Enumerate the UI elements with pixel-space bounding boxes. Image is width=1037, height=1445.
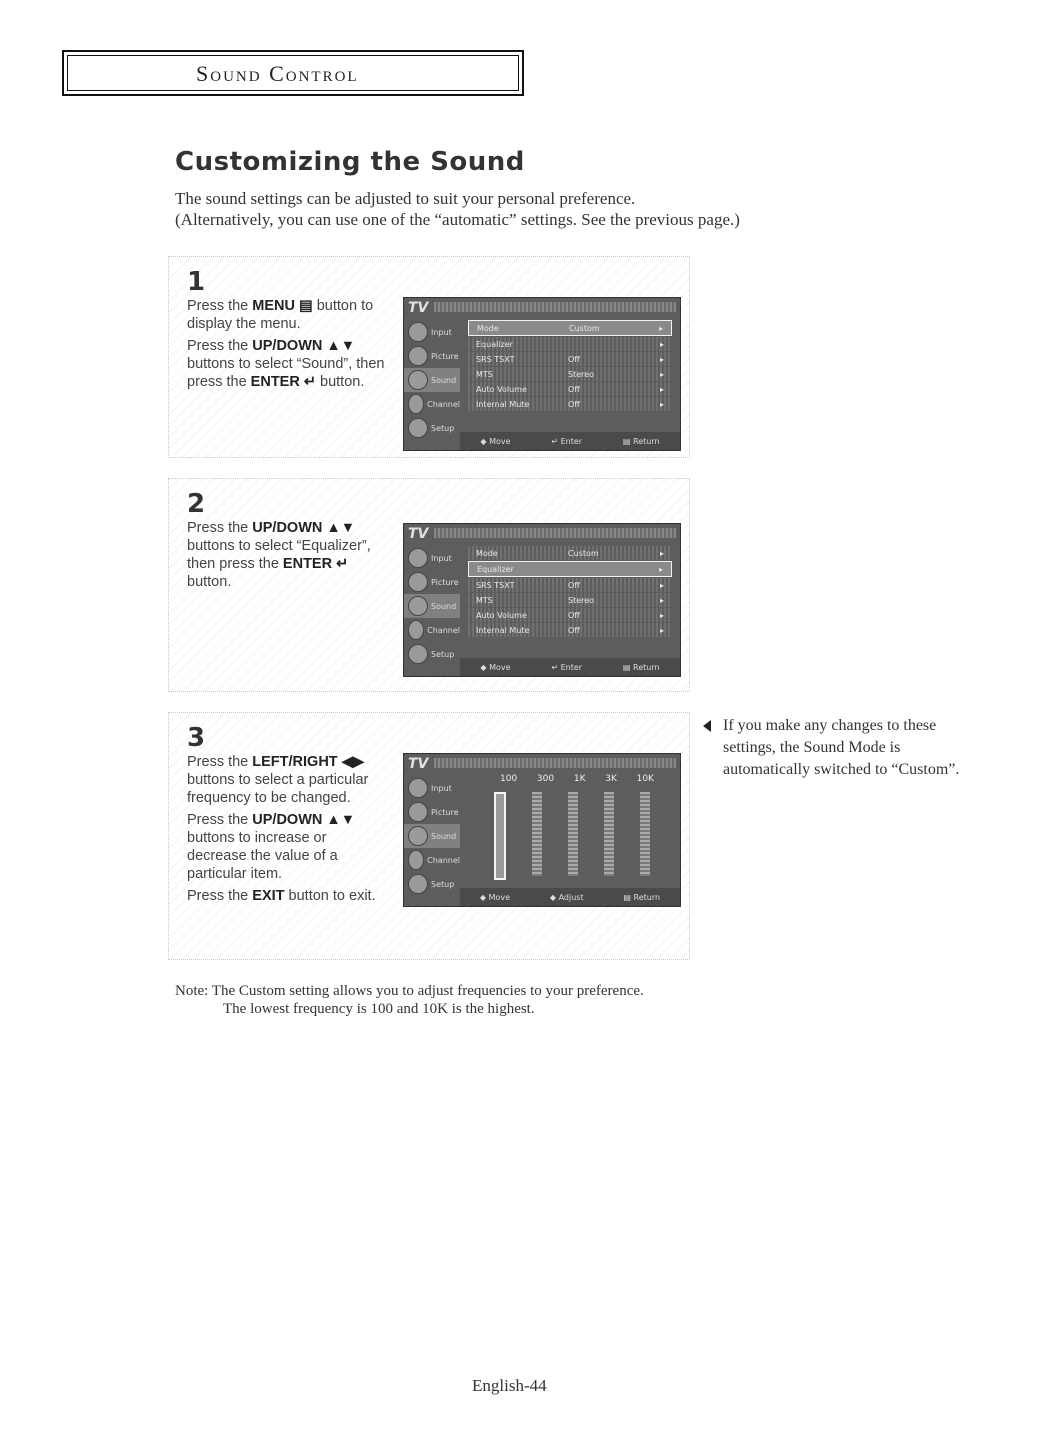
chevron-right-icon: ▸: [660, 580, 665, 590]
section-title: Sound Control: [196, 61, 359, 86]
eq-bar-1k: [568, 792, 578, 876]
chevron-right-icon: ▸: [660, 625, 665, 635]
tv-top-bar: [434, 302, 676, 312]
chevron-right-icon: ▸: [660, 369, 665, 379]
eq-label-1k: 1K: [573, 774, 586, 784]
section-header-box: [62, 50, 524, 96]
step-1-line-1: Press the MENU ▤ button to display the menu.: [187, 298, 374, 332]
tv-screen-equalizer-selected: [403, 523, 681, 677]
setup-icon: [408, 644, 428, 664]
step-2-number: 2: [187, 489, 206, 519]
tv-side-item-channel: Channel: [404, 392, 460, 416]
tv-side-item-channel: Channel: [404, 848, 460, 872]
tv-footer-move: ◆ Move: [479, 892, 511, 902]
tv-side-item-setup: Setup: [404, 416, 460, 440]
sound-icon: [408, 826, 428, 846]
footnote-line-1: Note: The Custom setting allows you to adjust frequencies to your preference.: [175, 983, 644, 999]
pointer-left-icon: [703, 720, 711, 732]
tv-equalizer: [474, 774, 672, 878]
menu-row-mode: Mode Custom ▸: [468, 320, 672, 336]
eq-label-100: 100: [500, 774, 518, 784]
page-number: English-44: [472, 1376, 547, 1395]
chevron-right-icon: ▸: [660, 548, 665, 558]
picture-icon: [408, 572, 428, 592]
step-1-line-2: Press the UP/DOWN ▲▼ buttons to select “Sound”, then press the ENTER ↵ button.: [187, 338, 385, 390]
tv-side-item-picture: Picture: [404, 800, 460, 824]
intro-text: [175, 188, 895, 230]
step-3-line-2: Press the UP/DOWN ▲▼ buttons to increase or decrease the value of a particular item.: [187, 812, 356, 882]
menu-row-srs: SRS TSXT Off ▸: [468, 352, 672, 366]
step-3-number: 3: [187, 723, 206, 753]
tv-side-item-sound: Sound: [404, 824, 460, 848]
picture-icon: [408, 346, 428, 366]
tv-sound-menu: [468, 320, 672, 412]
setup-icon: [408, 418, 428, 438]
step-1-instructions: [187, 297, 387, 395]
tv-footer-adjust: ◆ Adjust: [549, 892, 584, 902]
input-icon: [408, 548, 428, 568]
tv-footer-enter: ↵ Enter: [551, 662, 583, 672]
channel-icon: [408, 620, 424, 640]
chevron-right-icon: ▸: [660, 384, 665, 394]
tv-side-item-sound: Sound: [404, 594, 460, 618]
tv-side-item-input: Input: [404, 776, 460, 800]
chevron-right-icon: ▸: [660, 595, 665, 605]
tv-side-item-input: Input: [404, 320, 460, 344]
eq-bar-300: [532, 792, 542, 876]
step-2-line-1: Press the UP/DOWN ▲▼ buttons to select “Equalizer”, then press the ENTER ↵ button.: [187, 520, 371, 590]
eq-bar-3k: [604, 792, 614, 876]
tv-side-item-picture: Picture: [404, 344, 460, 368]
menu-row-mts: MTS Stereo ▸: [468, 593, 672, 607]
chevron-right-icon: ▸: [659, 323, 664, 333]
chevron-right-icon: ▸: [659, 564, 664, 574]
tv-side-menu: [404, 546, 460, 659]
menu-row-equalizer: Equalizer ▸: [468, 337, 672, 351]
chevron-right-icon: ▸: [660, 610, 665, 620]
menu-row-mts: MTS Stereo ▸: [468, 367, 672, 381]
tv-side-item-channel: Channel: [404, 618, 460, 642]
eq-bar-100: [494, 792, 506, 880]
eq-label-3k: 3K: [605, 774, 617, 784]
step-3-instructions: [187, 753, 387, 909]
step-3-line-3: Press the EXIT button to exit.: [187, 888, 376, 904]
footnote: [175, 982, 875, 1018]
menu-row-auto-volume: Auto Volume Off ▸: [468, 382, 672, 396]
eq-bar-10k: [640, 792, 650, 876]
tv-footer-enter: ↵ Enter: [551, 436, 583, 446]
tv-side-item-sound: Sound: [404, 368, 460, 392]
channel-icon: [408, 850, 424, 870]
chevron-right-icon: ▸: [660, 354, 665, 364]
eq-band-labels: [474, 774, 672, 784]
menu-row-auto-volume: Auto Volume Off ▸: [468, 608, 672, 622]
tv-top-bar: [434, 758, 676, 768]
sound-icon: [408, 370, 428, 390]
tv-logo: TV: [408, 300, 429, 316]
tv-side-menu: [404, 776, 460, 889]
tv-side-item-setup: Setup: [404, 872, 460, 896]
intro-line-2: (Alternatively, you can use one of the “automatic” settings. See the previous page.): [175, 210, 740, 229]
tv-footer-return: ▤ Return: [622, 662, 660, 672]
step-3-panel: [168, 712, 690, 960]
footnote-line-2: The lowest frequency is 100 and 10K is the highest.: [223, 1001, 535, 1017]
tv-footer-move: ◆ Move: [480, 436, 511, 446]
menu-row-mode: Mode Custom ▸: [468, 546, 672, 560]
tv-side-item-picture: Picture: [404, 570, 460, 594]
sound-icon: [408, 596, 428, 616]
menu-row-internal-mute: Internal Mute Off ▸: [468, 623, 672, 637]
step-1-panel: [168, 256, 690, 458]
picture-icon: [408, 802, 428, 822]
intro-line-1: The sound settings can be adjusted to suit your personal preference.: [175, 189, 636, 208]
tv-sound-menu: [468, 546, 672, 638]
menu-row-equalizer: Equalizer ▸: [468, 561, 672, 577]
tv-side-item-input: Input: [404, 546, 460, 570]
step-2-instructions: [187, 519, 387, 595]
step-1-number: 1: [187, 267, 206, 297]
page-title: Customizing the Sound: [175, 147, 525, 177]
channel-icon: [408, 394, 424, 414]
tv-screen-sound-menu: [403, 297, 681, 451]
tv-top-bar: [434, 528, 676, 538]
tv-footer-return: ▤ Return: [622, 436, 660, 446]
input-icon: [408, 322, 428, 342]
tv-footer-return: ▤ Return: [623, 892, 661, 902]
chevron-right-icon: ▸: [660, 399, 665, 409]
tv-footer: [460, 658, 680, 676]
eq-label-300: 300: [536, 774, 555, 784]
chevron-right-icon: ▸: [660, 339, 665, 349]
tv-footer: [460, 432, 680, 450]
tv-footer-move: ◆ Move: [480, 662, 511, 672]
step-3-line-1: Press the LEFT/RIGHT ◀▶ buttons to select a particular frequency to be changed.: [187, 754, 369, 806]
setup-icon: [408, 874, 428, 894]
eq-bars: [494, 792, 672, 876]
menu-row-internal-mute: Internal Mute Off ▸: [468, 397, 672, 411]
tv-logo: TV: [408, 756, 429, 772]
side-note: [703, 715, 963, 781]
step-2-panel: [168, 478, 690, 692]
tv-side-menu: [404, 320, 460, 433]
menu-row-srs: SRS TSXT Off ▸: [468, 578, 672, 592]
tv-side-item-setup: Setup: [404, 642, 460, 666]
tv-screen-equalizer: [403, 753, 681, 907]
eq-label-10k: 10K: [636, 774, 654, 784]
input-icon: [408, 778, 428, 798]
side-note-text: If you make any changes to these settings, the Sound Mode is automatically switched to “Custom”.: [723, 717, 960, 778]
tv-logo: TV: [408, 526, 429, 542]
tv-footer: [460, 888, 680, 906]
